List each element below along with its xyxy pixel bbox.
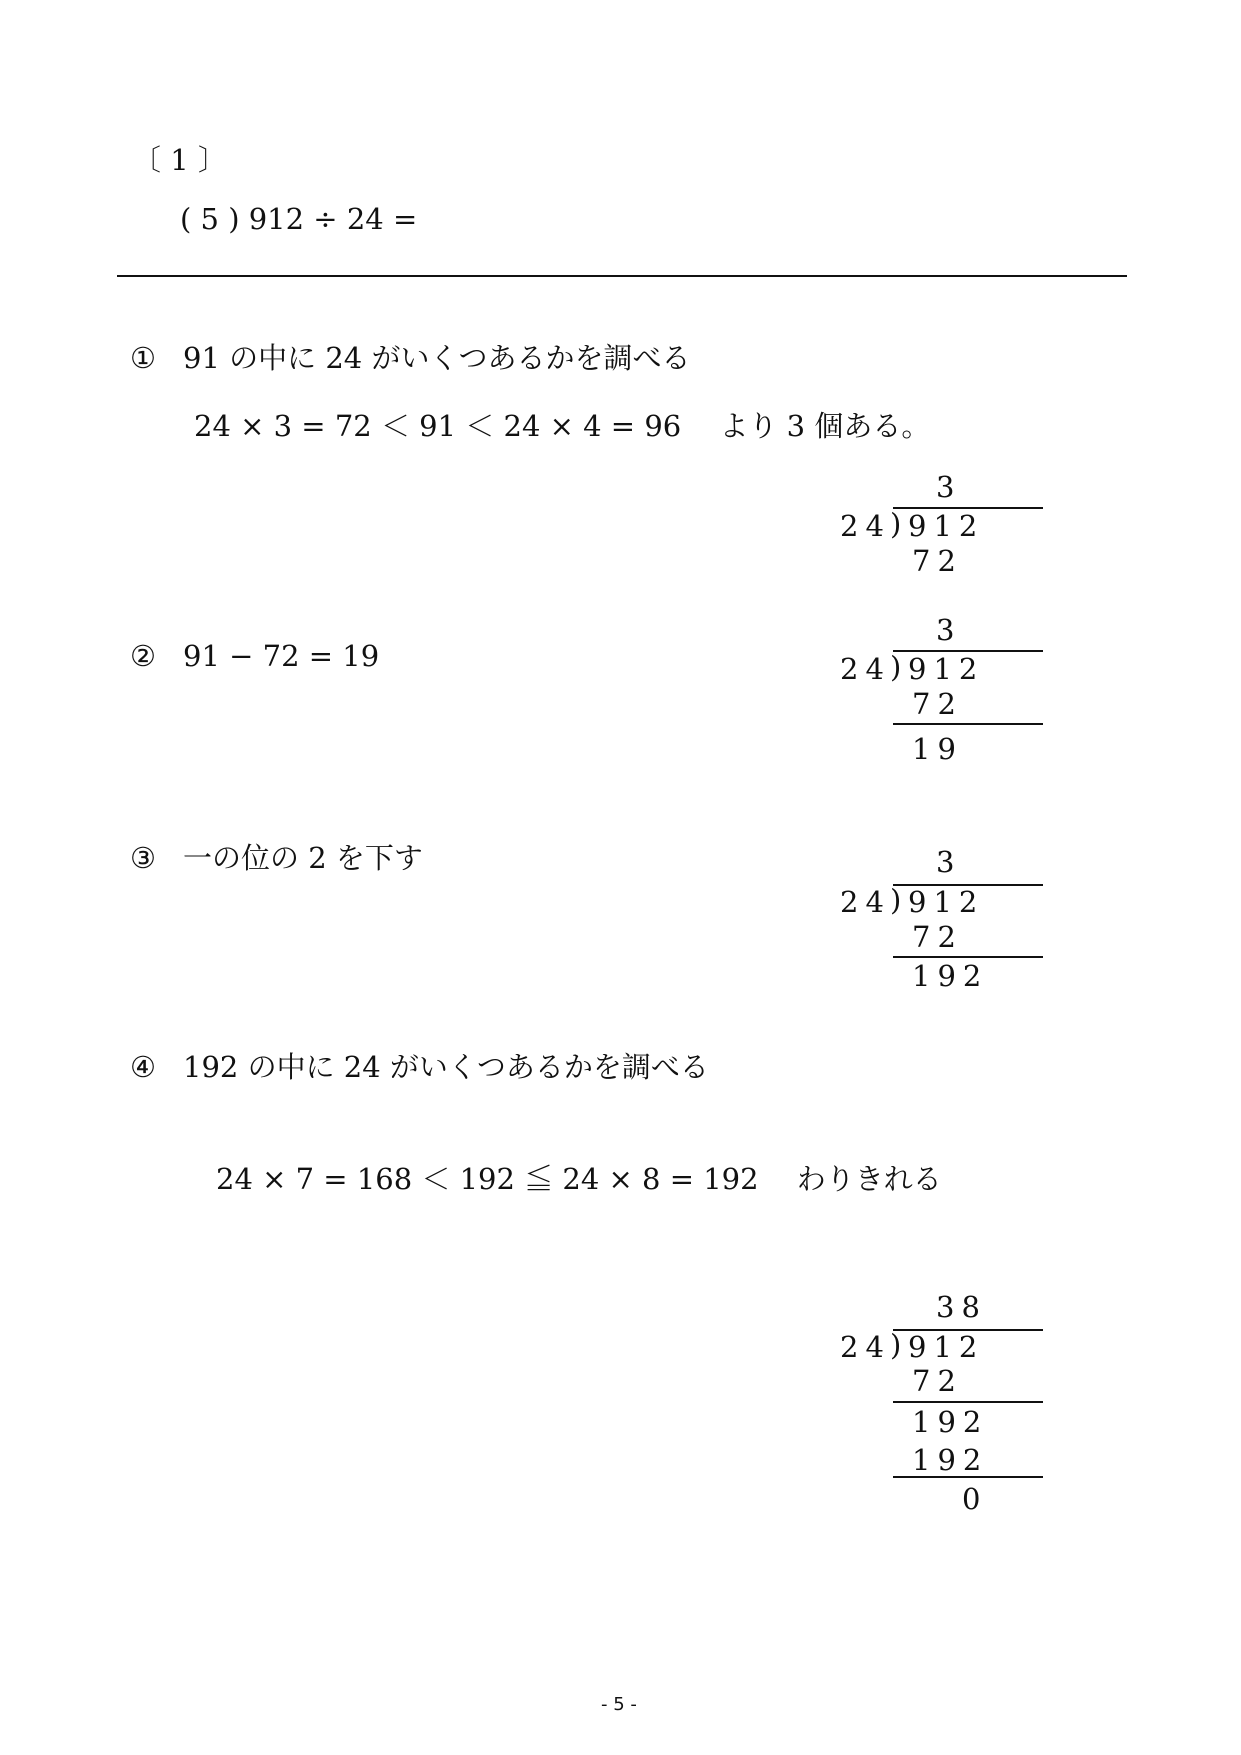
division-bracket: ) (890, 1328, 902, 1362)
partial-row: 72 (912, 920, 963, 954)
divisor: 24 (840, 1330, 891, 1364)
partial-row: 192 (912, 1405, 989, 1439)
step-1-text: 91 の中に 24 がいくつあるかを調べる (183, 341, 691, 375)
subtraction-bar (893, 723, 1043, 725)
divisor: 24 (840, 509, 891, 543)
step-4-text: 192 の中に 24 がいくつあるかを調べる (183, 1050, 709, 1084)
problem-statement: ( 5 ) 912 ÷ 24 = (180, 202, 418, 236)
divisor: 24 (840, 885, 891, 919)
step-4-detail: 24 × 7 = 168 ＜ 192 ≦ 24 × 8 = 192 わりきれる (216, 1162, 942, 1196)
quotient: 38 (936, 1290, 987, 1324)
step-2-text: 91 − 72 = 19 (183, 639, 380, 673)
partial-row: 72 (912, 1364, 963, 1398)
subtraction-bar (893, 1401, 1043, 1403)
quotient: 3 (936, 613, 962, 647)
dividend: 912 (908, 885, 985, 919)
partial-row: 19 (912, 732, 963, 766)
partial-row: 72 (912, 687, 963, 721)
page-number: - 5 - (601, 1694, 637, 1715)
dividend: 912 (908, 652, 985, 686)
quotient: 3 (936, 470, 962, 504)
dividend: 912 (908, 509, 985, 543)
step-1-marker: ① (130, 341, 156, 375)
step-3-marker: ③ (130, 841, 156, 875)
step-1-detail: 24 × 3 = 72 ＜ 91 ＜ 24 × 4 = 96 より 3 個ある。 (194, 409, 931, 443)
step-3-text: 一の位の 2 を下す (183, 841, 423, 875)
subtraction-bar (893, 956, 1043, 958)
dividend: 912 (908, 1330, 985, 1364)
step-2-marker: ② (130, 639, 156, 673)
division-bracket: ) (890, 883, 902, 917)
remainder: 0 (962, 1482, 988, 1516)
section-number: 〔 1 〕 (132, 143, 227, 177)
division-bracket: ) (890, 507, 902, 541)
partial-row: 192 (912, 1443, 989, 1477)
partial-row: 72 (912, 544, 963, 578)
division-bracket: ) (890, 650, 902, 684)
quotient: 3 (936, 845, 962, 879)
step-4-marker: ④ (130, 1050, 156, 1084)
subtraction-bar (893, 1476, 1043, 1478)
partial-row: 192 (912, 959, 989, 993)
header-divider (117, 275, 1127, 277)
divisor: 24 (840, 652, 891, 686)
